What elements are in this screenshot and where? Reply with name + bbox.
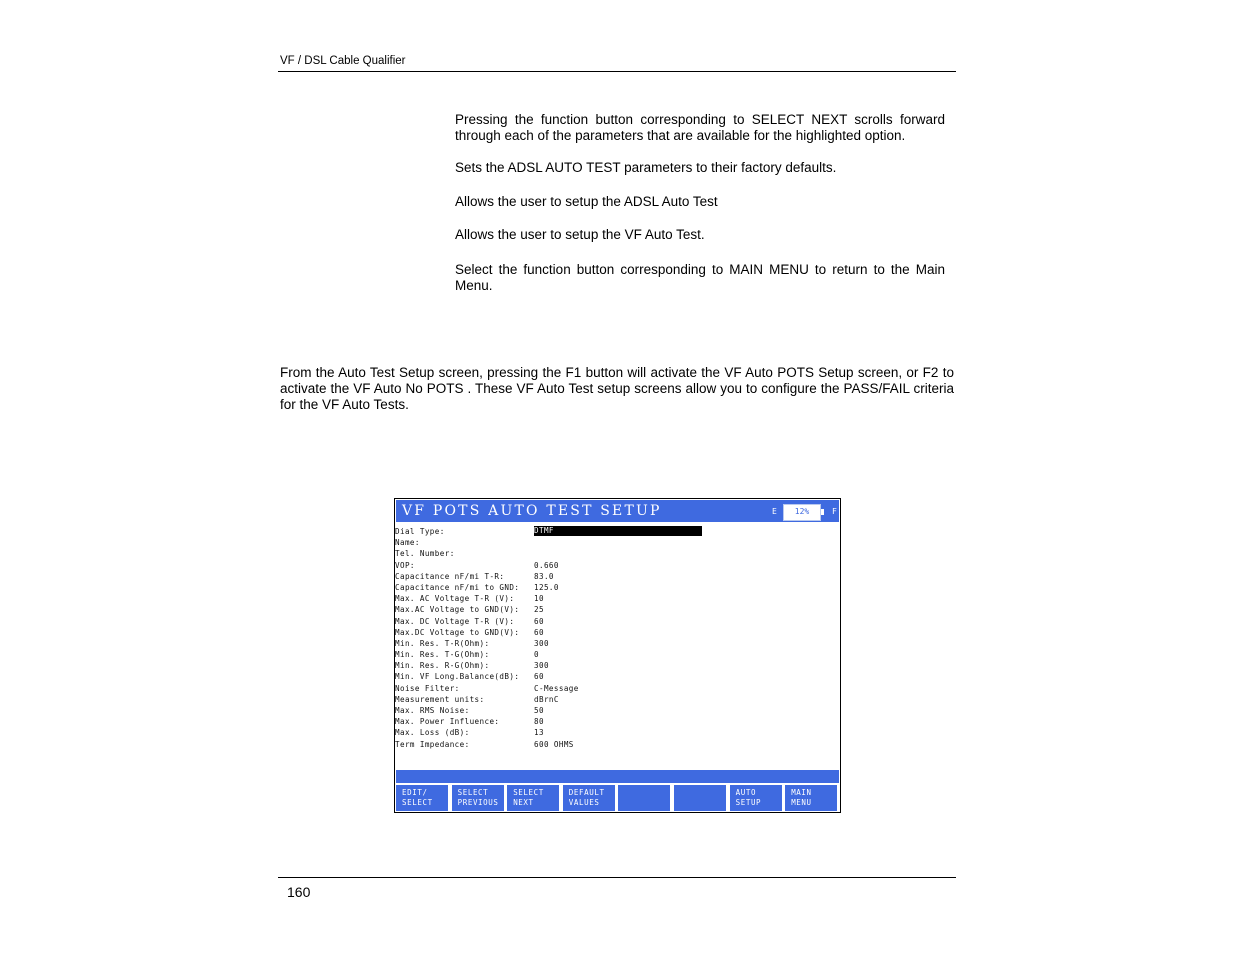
- parameter-list: [395, 526, 840, 750]
- param-label: Max. Loss (dB):: [395, 728, 470, 738]
- param-value: 60: [534, 616, 544, 626]
- param-row[interactable]: [395, 548, 840, 559]
- param-row[interactable]: [395, 705, 840, 716]
- param-row[interactable]: [395, 660, 840, 671]
- param-value: dBrnC: [534, 694, 559, 704]
- param-label: Name:: [395, 538, 420, 548]
- fkey-line2: PREVIOUS: [457, 798, 499, 807]
- fkey-blank-1-button[interactable]: [618, 785, 670, 811]
- param-row[interactable]: [395, 683, 840, 694]
- param-row[interactable]: [395, 526, 840, 537]
- fkey-line2: MENU: [791, 798, 812, 807]
- param-label: Max.AC Voltage to GND(V):: [395, 605, 520, 615]
- fkey-select-next-button[interactable]: [507, 785, 559, 811]
- fkey-line1: MAIN: [791, 788, 812, 797]
- fkey-main-menu-button[interactable]: [785, 785, 837, 811]
- screen-title: VF POTS AUTO TEST SETUP: [402, 503, 662, 519]
- screen-titlebar: [396, 500, 839, 522]
- param-value: 50: [534, 706, 544, 715]
- param-value-selected: DTMF: [534, 526, 702, 536]
- param-value: 25: [534, 605, 544, 615]
- param-value: 0: [534, 650, 539, 660]
- fkey-default-values-button[interactable]: [563, 785, 615, 811]
- fkey-line1: EDIT/: [402, 788, 428, 797]
- param-value: 125.0: [534, 582, 559, 592]
- param-value: 60: [534, 672, 544, 682]
- param-value: 13: [534, 728, 544, 738]
- param-row[interactable]: [395, 694, 840, 705]
- device-screen: [394, 498, 841, 813]
- fkey-line1: SELECT: [513, 788, 544, 797]
- param-value: 83.0: [534, 571, 554, 581]
- footer-rule: [278, 877, 956, 878]
- fkey-line1: AUTO: [735, 788, 757, 797]
- body-paragraph: From the Auto Test Setup screen, pressing the F1 button will activate the VF Auto POTS Setup screen, or F2 to activate the VF Auto No POTS . These VF Auto Test setup screens allow you to configure the PASS/FAIL criteria for the VF Auto Tests.: [280, 365, 954, 412]
- param-row[interactable]: [395, 627, 840, 638]
- param-row[interactable]: [395, 716, 840, 727]
- param-row[interactable]: [395, 604, 840, 615]
- fkey-line2: SELECT: [402, 798, 433, 807]
- param-label: Max. RMS Noise:: [395, 706, 470, 715]
- battery-icon: [783, 504, 821, 521]
- desc-main-menu: Select the function button corresponding to MAIN MENU to return to the Main Menu.: [455, 262, 945, 293]
- param-row[interactable]: [395, 616, 840, 627]
- param-label: Capacitance nF/mi T-R:: [395, 571, 505, 581]
- fkey-line1: DEFAULT: [568, 788, 605, 797]
- status-bar: [396, 770, 839, 783]
- param-value: 10: [534, 594, 544, 604]
- param-row[interactable]: [395, 582, 840, 593]
- param-label: Max. DC Voltage T-R (V):: [395, 616, 515, 626]
- param-label: Term Impedance:: [395, 739, 470, 749]
- fkey-blank-2-button[interactable]: [674, 785, 726, 811]
- param-row[interactable]: [395, 739, 840, 750]
- param-row[interactable]: [395, 537, 840, 548]
- param-label: Min. VF Long.Balance(dB):: [395, 672, 520, 682]
- param-value: 60: [534, 627, 544, 637]
- param-row[interactable]: [395, 571, 840, 582]
- param-label: Dial Type:: [395, 527, 445, 536]
- param-label: Min. Res. R-G(Ohm):: [395, 661, 490, 671]
- param-label: Max. Power Influence:: [395, 717, 500, 727]
- param-row[interactable]: [395, 727, 840, 738]
- desc-adsl-setup: Allows the user to setup the ADSL Auto Test: [455, 194, 718, 209]
- param-row[interactable]: [395, 671, 840, 682]
- param-value: 80: [534, 717, 544, 727]
- param-label: Min. Res. T-G(Ohm):: [395, 650, 490, 660]
- param-label: Min. Res. T-R(Ohm):: [395, 638, 490, 648]
- param-value: 600 OHMS: [534, 739, 574, 749]
- param-row[interactable]: [395, 649, 840, 660]
- param-row[interactable]: [395, 560, 840, 571]
- function-key-bar: [396, 785, 840, 812]
- param-label: Noise Filter:: [395, 683, 460, 693]
- param-row[interactable]: [395, 593, 840, 604]
- desc-default-values: Sets the ADSL AUTO TEST parameters to their factory defaults.: [455, 160, 837, 175]
- param-label: VOP:: [395, 560, 415, 570]
- fkey-line2: VALUES: [568, 798, 600, 807]
- battery-empty-label: E: [772, 507, 777, 516]
- fkey-select-previous-button[interactable]: [452, 785, 504, 811]
- battery-percent: 12%: [794, 507, 810, 516]
- param-value: 0.660: [534, 560, 559, 570]
- desc-select-next: Pressing the function button corresponding to SELECT NEXT scrolls forward through each of the parameters that are available for the highlighted option.: [455, 112, 945, 143]
- fkey-line1: SELECT: [457, 788, 489, 797]
- battery-full-label: F: [832, 507, 837, 516]
- page-number: 160: [287, 884, 311, 900]
- header-rule: [278, 71, 956, 72]
- fkey-edit-select-button[interactable]: [396, 785, 448, 811]
- fkey-line2: NEXT: [513, 798, 534, 807]
- param-label: Tel. Number:: [395, 549, 455, 559]
- param-label: Capacitance nF/mi to GND:: [395, 582, 520, 592]
- param-value: 300: [534, 638, 549, 648]
- param-value: C-Message: [534, 683, 579, 693]
- param-label: Max.DC Voltage to GND(V):: [395, 627, 520, 637]
- param-row[interactable]: [395, 638, 840, 649]
- page-header: VF / DSL Cable Qualifier: [280, 55, 406, 67]
- fkey-line2: SETUP: [735, 798, 762, 807]
- param-label: Max. AC Voltage T-R (V):: [395, 594, 515, 604]
- desc-vf-setup: Allows the user to setup the VF Auto Test.: [455, 227, 705, 242]
- param-label: Measurement units:: [395, 694, 485, 704]
- param-value: 300: [534, 661, 549, 671]
- fkey-auto-setup-button[interactable]: [730, 785, 782, 811]
